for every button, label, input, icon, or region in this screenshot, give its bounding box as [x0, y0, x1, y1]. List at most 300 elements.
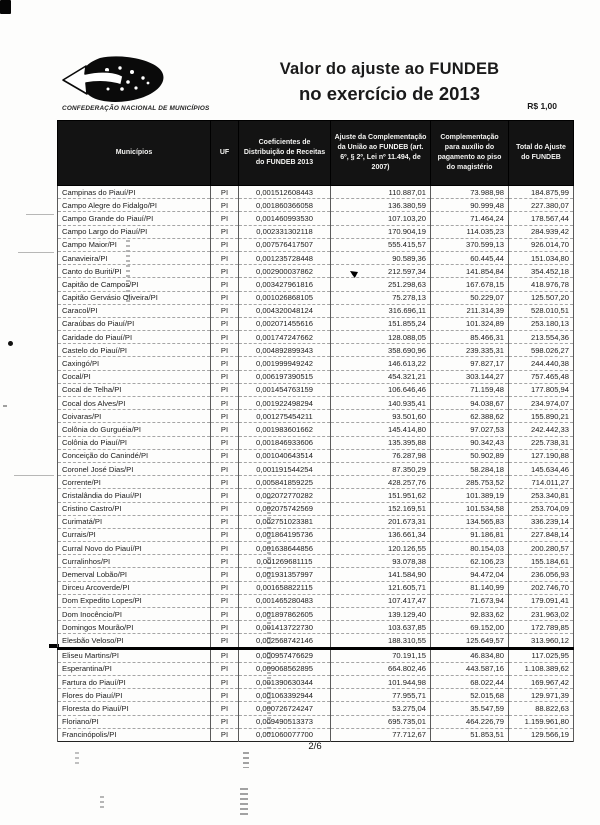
- scan-artifact-dot: [8, 341, 13, 346]
- municipality-cell: Floresta do Piauí/PI: [58, 702, 211, 715]
- complementacao-piso-cell: 101.324,89: [431, 317, 509, 330]
- table-row: [58, 728, 574, 741]
- ajuste-complementacao-cell: 146.613,22: [331, 357, 431, 370]
- coefficient-cell: 0,002751023381: [239, 515, 331, 528]
- municipality-cell: Floriano/PI: [58, 715, 211, 728]
- complementacao-piso-cell: 94.038,67: [431, 397, 509, 410]
- ajuste-complementacao-cell: 76.287,98: [331, 449, 431, 462]
- complementacao-piso-cell: 114.035,23: [431, 225, 509, 238]
- municipality-cell: Dom Expedito Lopes/PI: [58, 594, 211, 607]
- municipality-cell: Cristino Castro/PI: [58, 502, 211, 515]
- total-ajuste-cell: 253.704,09: [509, 502, 574, 515]
- municipality-cell: Cocal/PI: [58, 370, 211, 383]
- scan-artifact-line: [14, 475, 54, 476]
- cnm-logo-icon: [60, 56, 178, 104]
- total-ajuste-cell: 234.974,07: [509, 397, 574, 410]
- complementacao-piso-cell: 52.015,68: [431, 689, 509, 702]
- complementacao-piso-cell: 50.229,07: [431, 291, 509, 304]
- coefficient-cell: 0,001454763159: [239, 383, 331, 396]
- municipality-cell: Dirceu Arcoverde/PI: [58, 581, 211, 594]
- ajuste-complementacao-cell: 188.310,55: [331, 634, 431, 648]
- coefficient-cell: 0,000957476629: [239, 648, 331, 662]
- column-header: UF: [211, 121, 239, 186]
- table-row: [58, 370, 574, 383]
- total-ajuste-cell: 757.465,48: [509, 370, 574, 383]
- coefficient-cell: 0,001999949242: [239, 357, 331, 370]
- municipality-cell: Curral Novo do Piauí/PI: [58, 542, 211, 555]
- uf-cell: PI: [211, 608, 239, 621]
- total-ajuste-cell: 313.960,12: [509, 634, 574, 648]
- column-header: Total do Ajuste do FUNDEB: [509, 121, 574, 186]
- coefficient-cell: 0,001390630344: [239, 675, 331, 688]
- table-row: [58, 689, 574, 702]
- municipality-cell: Demerval Lobão/PI: [58, 568, 211, 581]
- title-line-2: no exercício de 2013: [299, 83, 480, 104]
- table-row: [58, 462, 574, 475]
- uf-cell: PI: [211, 397, 239, 410]
- municipality-cell: Cocal dos Alves/PI: [58, 397, 211, 410]
- ajuste-complementacao-cell: 135.395,88: [331, 436, 431, 449]
- municipality-cell: Conceição do Canindé/PI: [58, 449, 211, 462]
- uf-cell: PI: [211, 594, 239, 607]
- document-title: [272, 60, 507, 105]
- total-ajuste-cell: 1.159.961,80: [509, 715, 574, 728]
- uf-cell: PI: [211, 212, 239, 225]
- municipality-cell: Corrente/PI: [58, 476, 211, 489]
- total-ajuste-cell: 227.380,07: [509, 199, 574, 212]
- ajuste-complementacao-cell: 201.673,31: [331, 515, 431, 528]
- table-row: [58, 199, 574, 212]
- table-row: [58, 383, 574, 396]
- total-ajuste-cell: 155.890,21: [509, 410, 574, 423]
- municipality-cell: Canto do Buriti/PI: [58, 265, 211, 278]
- scan-artifact-smudge: [75, 752, 79, 764]
- table-row: [58, 265, 574, 278]
- cnm-logo: [60, 56, 220, 112]
- total-ajuste-cell: 244.440,38: [509, 357, 574, 370]
- table-row: [58, 423, 574, 436]
- ajuste-complementacao-cell: 140.935,41: [331, 397, 431, 410]
- title-line-1: Valor do ajuste ao FUNDEB: [279, 60, 500, 78]
- table-row: [58, 225, 574, 238]
- table-row: [58, 344, 574, 357]
- total-ajuste-cell: 129.566,19: [509, 728, 574, 741]
- coefficient-cell: 0,001747247662: [239, 331, 331, 344]
- municipality-cell: Cristalândia do Piauí/PI: [58, 489, 211, 502]
- table-row: [58, 291, 574, 304]
- scan-artifact-line: [18, 252, 54, 253]
- uf-cell: PI: [211, 317, 239, 330]
- uf-cell: PI: [211, 581, 239, 594]
- coefficient-cell: 0,001235728448: [239, 251, 331, 264]
- municipality-cell: Castelo do Piauí/PI: [58, 344, 211, 357]
- uf-cell: PI: [211, 715, 239, 728]
- uf-cell: PI: [211, 357, 239, 370]
- municipality-cell: Curralinhos/PI: [58, 555, 211, 568]
- coefficient-cell: 0,001026868105: [239, 291, 331, 304]
- coefficient-cell: 0,001512608443: [239, 186, 331, 199]
- coefficient-cell: 0,009068562895: [239, 662, 331, 675]
- ajuste-complementacao-cell: 141.584,90: [331, 568, 431, 581]
- uf-cell: PI: [211, 489, 239, 502]
- total-ajuste-cell: 184.875,99: [509, 186, 574, 199]
- table-row: [58, 715, 574, 728]
- table-row: [58, 662, 574, 675]
- table-row: [58, 581, 574, 594]
- uf-cell: PI: [211, 449, 239, 462]
- fundeb-adjustment-table: [57, 120, 574, 742]
- complementacao-piso-cell: 101.389,19: [431, 489, 509, 502]
- coefficient-cell: 0,001191544254: [239, 462, 331, 475]
- uf-cell: PI: [211, 476, 239, 489]
- ajuste-complementacao-cell: 136.380,59: [331, 199, 431, 212]
- coefficient-cell: 0,001465280483: [239, 594, 331, 607]
- coefficient-cell: 0,001460993530: [239, 212, 331, 225]
- municipality-cell: Fartura do Piauí/PI: [58, 675, 211, 688]
- table-row: [58, 594, 574, 607]
- uf-cell: PI: [211, 370, 239, 383]
- table-row: [58, 608, 574, 621]
- table-row: [58, 555, 574, 568]
- complementacao-piso-cell: 71.464,24: [431, 212, 509, 225]
- municipality-cell: Campo Largo do Piauí/PI: [58, 225, 211, 238]
- complementacao-piso-cell: 68.022,44: [431, 675, 509, 688]
- total-ajuste-cell: 242.442,33: [509, 423, 574, 436]
- complementacao-piso-cell: 239.335,31: [431, 344, 509, 357]
- municipality-cell: Campo Alegre do Fidalgo/PI: [58, 199, 211, 212]
- uf-cell: PI: [211, 702, 239, 715]
- ajuste-complementacao-cell: 107.103,20: [331, 212, 431, 225]
- ajuste-complementacao-cell: 695.735,01: [331, 715, 431, 728]
- complementacao-piso-cell: 90.342,43: [431, 436, 509, 449]
- uf-cell: PI: [211, 251, 239, 264]
- uf-cell: PI: [211, 225, 239, 238]
- uf-cell: PI: [211, 542, 239, 555]
- coefficient-cell: 0,003427961816: [239, 278, 331, 291]
- complementacao-piso-cell: 443.587,16: [431, 662, 509, 675]
- coefficient-cell: 0,004320048124: [239, 304, 331, 317]
- scan-artifact-dash: [3, 405, 7, 407]
- coefficient-cell: 0,001275454211: [239, 410, 331, 423]
- currency-unit-note: R$ 1,00: [527, 101, 557, 111]
- table-row: [58, 304, 574, 317]
- total-ajuste-cell: 88.822,63: [509, 702, 574, 715]
- column-header: Coeficientes de Distribuição de Receitas do FUNDEB 2013: [239, 121, 331, 186]
- municipality-cell: Campo Grande do Piauí/PI: [58, 212, 211, 225]
- complementacao-piso-cell: 167.678,15: [431, 278, 509, 291]
- coefficient-cell: 0,006197390515: [239, 370, 331, 383]
- total-ajuste-cell: 145.634,46: [509, 462, 574, 475]
- total-ajuste-cell: 1.108.389,62: [509, 662, 574, 675]
- ajuste-complementacao-cell: 77.712,67: [331, 728, 431, 741]
- ajuste-complementacao-cell: 70.191,15: [331, 648, 431, 662]
- complementacao-piso-cell: 60.445,44: [431, 251, 509, 264]
- table-body: [58, 186, 574, 742]
- coefficient-cell: 0,002072770282: [239, 489, 331, 502]
- table-row: [58, 317, 574, 330]
- coefficient-cell: 0,001040643514: [239, 449, 331, 462]
- uf-cell: PI: [211, 291, 239, 304]
- total-ajuste-cell: 528.010,51: [509, 304, 574, 317]
- complementacao-piso-cell: 303.144,27: [431, 370, 509, 383]
- complementacao-piso-cell: 51.853,51: [431, 728, 509, 741]
- municipality-cell: Eliseu Martins/PI: [58, 648, 211, 662]
- coefficient-cell: 0,001983601662: [239, 423, 331, 436]
- table-row: [58, 212, 574, 225]
- ajuste-complementacao-cell: 107.417,47: [331, 594, 431, 607]
- coefficient-cell: 0,001063392944: [239, 689, 331, 702]
- complementacao-piso-cell: 71.159,48: [431, 383, 509, 396]
- page-number: 2/6: [308, 741, 322, 752]
- total-ajuste-cell: 117.025,95: [509, 648, 574, 662]
- municipality-cell: Caraúbas do Piauí/PI: [58, 317, 211, 330]
- municipality-cell: Capitão Gervásio Oliveira/PI: [58, 291, 211, 304]
- uf-cell: PI: [211, 515, 239, 528]
- complementacao-piso-cell: 94.472,04: [431, 568, 509, 581]
- uf-cell: PI: [211, 331, 239, 344]
- coefficient-cell: 0,007576417507: [239, 238, 331, 251]
- table-row: [58, 238, 574, 251]
- complementacao-piso-cell: 35.547,59: [431, 702, 509, 715]
- ajuste-complementacao-cell: 664.802,46: [331, 662, 431, 675]
- total-ajuste-cell: 354.452,18: [509, 265, 574, 278]
- uf-cell: PI: [211, 689, 239, 702]
- coefficient-cell: 0,001931357997: [239, 568, 331, 581]
- table-row: [58, 397, 574, 410]
- ajuste-complementacao-cell: 90.589,36: [331, 251, 431, 264]
- ajuste-complementacao-cell: 358.690,96: [331, 344, 431, 357]
- total-ajuste-cell: 227.848,14: [509, 528, 574, 541]
- total-ajuste-cell: 598.026,27: [509, 344, 574, 357]
- scan-artifact-smudge: [243, 752, 249, 768]
- municipality-cell: Caxingó/PI: [58, 357, 211, 370]
- municipality-cell: Flores do Piauí/PI: [58, 689, 211, 702]
- coefficient-cell: 0,001864195736: [239, 528, 331, 541]
- ajuste-complementacao-cell: 170.904,19: [331, 225, 431, 238]
- uf-cell: PI: [211, 304, 239, 317]
- complementacao-piso-cell: 50.902,89: [431, 449, 509, 462]
- total-ajuste-cell: 155.184,61: [509, 555, 574, 568]
- complementacao-piso-cell: 91.186,81: [431, 528, 509, 541]
- total-ajuste-cell: 127.190,88: [509, 449, 574, 462]
- complementacao-piso-cell: 85.466,31: [431, 331, 509, 344]
- scan-artifact-line: [26, 214, 54, 215]
- total-ajuste-cell: 125.507,20: [509, 291, 574, 304]
- ajuste-complementacao-cell: 151.951,62: [331, 489, 431, 502]
- table-header: [58, 121, 574, 186]
- total-ajuste-cell: 172.789,85: [509, 621, 574, 634]
- complementacao-piso-cell: 97.827,17: [431, 357, 509, 370]
- ajuste-complementacao-cell: 120.126,55: [331, 542, 431, 555]
- coefficient-cell: 0,005841859225: [239, 476, 331, 489]
- coefficient-cell: 0,001658822115: [239, 581, 331, 594]
- coefficient-cell: 0,004892899343: [239, 344, 331, 357]
- coefficient-cell: 0,002568742146: [239, 634, 331, 648]
- coefficient-cell: 0,001860366058: [239, 199, 331, 212]
- municipality-cell: Colônia do Piauí/PI: [58, 436, 211, 449]
- column-header: Municípios: [58, 121, 211, 186]
- table-row: [58, 489, 574, 502]
- total-ajuste-cell: 336.239,14: [509, 515, 574, 528]
- ajuste-complementacao-cell: 75.278,13: [331, 291, 431, 304]
- table-row: [58, 410, 574, 423]
- ajuste-complementacao-cell: 87.350,29: [331, 462, 431, 475]
- municipality-cell: Colônia do Gurguéia/PI: [58, 423, 211, 436]
- ajuste-complementacao-cell: 151.855,24: [331, 317, 431, 330]
- logo-caption: CONFEDERAÇÃO NACIONAL DE MUNICÍPIOS: [62, 105, 210, 112]
- total-ajuste-cell: 213.554,36: [509, 331, 574, 344]
- coefficient-cell: 0,001922498294: [239, 397, 331, 410]
- municipality-cell: Currais/PI: [58, 528, 211, 541]
- uf-cell: PI: [211, 436, 239, 449]
- ajuste-complementacao-cell: 110.887,01: [331, 186, 431, 199]
- municipality-cell: Caridade do Piauí/PI: [58, 331, 211, 344]
- ajuste-complementacao-cell: 454.321,21: [331, 370, 431, 383]
- municipality-cell: Esperantina/PI: [58, 662, 211, 675]
- uf-cell: PI: [211, 528, 239, 541]
- complementacao-piso-cell: 464.226,79: [431, 715, 509, 728]
- uf-cell: PI: [211, 621, 239, 634]
- uf-cell: PI: [211, 662, 239, 675]
- uf-cell: PI: [211, 199, 239, 212]
- ajuste-complementacao-cell: 145.414,80: [331, 423, 431, 436]
- ajuste-complementacao-cell: 121.605,71: [331, 581, 431, 594]
- total-ajuste-cell: 177.805,94: [509, 383, 574, 396]
- complementacao-piso-cell: 97.027,53: [431, 423, 509, 436]
- complementacao-piso-cell: 69.152,00: [431, 621, 509, 634]
- ajuste-complementacao-cell: 93.078,38: [331, 555, 431, 568]
- table-row: [58, 568, 574, 581]
- table-row: [58, 702, 574, 715]
- complementacao-piso-cell: 71.673,94: [431, 594, 509, 607]
- total-ajuste-cell: 225.738,31: [509, 436, 574, 449]
- ajuste-complementacao-cell: 93.501,60: [331, 410, 431, 423]
- municipality-cell: Elesbão Veloso/PI: [58, 634, 211, 648]
- ajuste-complementacao-cell: 152.169,51: [331, 502, 431, 515]
- coefficient-cell: 0,002331302118: [239, 225, 331, 238]
- complementacao-piso-cell: 62.388,62: [431, 410, 509, 423]
- total-ajuste-cell: 179.091,41: [509, 594, 574, 607]
- complementacao-piso-cell: 62.106,23: [431, 555, 509, 568]
- table-row: [58, 436, 574, 449]
- uf-cell: PI: [211, 383, 239, 396]
- table-row: [58, 542, 574, 555]
- ajuste-complementacao-cell: 555.415,57: [331, 238, 431, 251]
- uf-cell: PI: [211, 462, 239, 475]
- total-ajuste-cell: 253.180,13: [509, 317, 574, 330]
- table-row: [58, 515, 574, 528]
- ajuste-complementacao-cell: 251.298,63: [331, 278, 431, 291]
- municipality-cell: Coivaras/PI: [58, 410, 211, 423]
- complementacao-piso-cell: 81.140,99: [431, 581, 509, 594]
- table-row: [58, 621, 574, 634]
- uf-cell: PI: [211, 555, 239, 568]
- municipality-cell: Coronel José Dias/PI: [58, 462, 211, 475]
- complementacao-piso-cell: 80.154,03: [431, 542, 509, 555]
- ajuste-complementacao-cell: 103.637,85: [331, 621, 431, 634]
- table-row: [58, 502, 574, 515]
- total-ajuste-cell: 236.056,93: [509, 568, 574, 581]
- complementacao-piso-cell: 90.999,48: [431, 199, 509, 212]
- ajuste-complementacao-cell: 139.129,40: [331, 608, 431, 621]
- ajuste-complementacao-cell: 316.696,11: [331, 304, 431, 317]
- coefficient-cell: 0,000726724247: [239, 702, 331, 715]
- complementacao-piso-cell: 134.565,83: [431, 515, 509, 528]
- municipality-cell: Campo Maior/PI: [58, 238, 211, 251]
- scan-artifact-corner: [0, 0, 11, 14]
- table-row: [58, 357, 574, 370]
- uf-cell: PI: [211, 502, 239, 515]
- uf-cell: PI: [211, 278, 239, 291]
- ajuste-complementacao-cell: 106.646,46: [331, 383, 431, 396]
- total-ajuste-cell: 169.967,42: [509, 675, 574, 688]
- complementacao-piso-cell: 101.534,58: [431, 502, 509, 515]
- municipality-cell: Cocal de Telha/PI: [58, 383, 211, 396]
- total-ajuste-cell: 202.746,70: [509, 581, 574, 594]
- ajuste-complementacao-cell: 128.088,05: [331, 331, 431, 344]
- table-row: [58, 476, 574, 489]
- table-row: [58, 331, 574, 344]
- scan-artifact-smudge: [240, 788, 248, 816]
- table-row: [58, 528, 574, 541]
- column-header: Complementação para auxílio do pagamento ao piso do magistério: [431, 121, 509, 186]
- total-ajuste-cell: 284.939,42: [509, 225, 574, 238]
- total-ajuste-cell: 178.567,44: [509, 212, 574, 225]
- total-ajuste-cell: 231.963,02: [509, 608, 574, 621]
- complementacao-piso-cell: 46.834,80: [431, 648, 509, 662]
- total-ajuste-cell: 926.014,70: [509, 238, 574, 251]
- total-ajuste-cell: 253.340,81: [509, 489, 574, 502]
- table-row: [58, 251, 574, 264]
- uf-cell: PI: [211, 344, 239, 357]
- total-ajuste-cell: 129.971,39: [509, 689, 574, 702]
- complementacao-piso-cell: 58.284,18: [431, 462, 509, 475]
- total-ajuste-cell: 714.011,27: [509, 476, 574, 489]
- coefficient-cell: 0,002071455616: [239, 317, 331, 330]
- coefficient-cell: 0,009490513373: [239, 715, 331, 728]
- coefficient-cell: 0,001413722730: [239, 621, 331, 634]
- uf-cell: PI: [211, 265, 239, 278]
- ajuste-complementacao-cell: 101.944,98: [331, 675, 431, 688]
- municipality-cell: Canavieira/PI: [58, 251, 211, 264]
- total-ajuste-cell: 151.034,80: [509, 251, 574, 264]
- municipality-cell: Capitão de Campos/PI: [58, 278, 211, 291]
- municipality-cell: Domingos Mourão/PI: [58, 621, 211, 634]
- municipality-cell: Dom Inocêncio/PI: [58, 608, 211, 621]
- table-row: [58, 186, 574, 199]
- uf-cell: PI: [211, 728, 239, 741]
- header-row: [58, 121, 574, 186]
- ajuste-complementacao-cell: 53.275,04: [331, 702, 431, 715]
- complementacao-piso-cell: 285.753,52: [431, 476, 509, 489]
- coefficient-cell: 0,001638644856: [239, 542, 331, 555]
- column-header: Ajuste da Complementação da União ao FUNDEB (art. 6º, § 2º, Lei nº 11.494, de 2007): [331, 121, 431, 186]
- table-row: [58, 675, 574, 688]
- coefficient-cell: 0,001060077700: [239, 728, 331, 741]
- complementacao-piso-cell: 92.833,62: [431, 608, 509, 621]
- uf-cell: PI: [211, 410, 239, 423]
- uf-cell: PI: [211, 568, 239, 581]
- uf-cell: PI: [211, 186, 239, 199]
- uf-cell: PI: [211, 634, 239, 648]
- scan-artifact-smudge: [100, 796, 104, 810]
- coefficient-cell: 0,001269681115: [239, 555, 331, 568]
- coefficient-cell: 0,001846933606: [239, 436, 331, 449]
- table-row: [58, 449, 574, 462]
- table-row: [58, 634, 574, 648]
- coefficient-cell: 0,002075742569: [239, 502, 331, 515]
- municipality-cell: Caracol/PI: [58, 304, 211, 317]
